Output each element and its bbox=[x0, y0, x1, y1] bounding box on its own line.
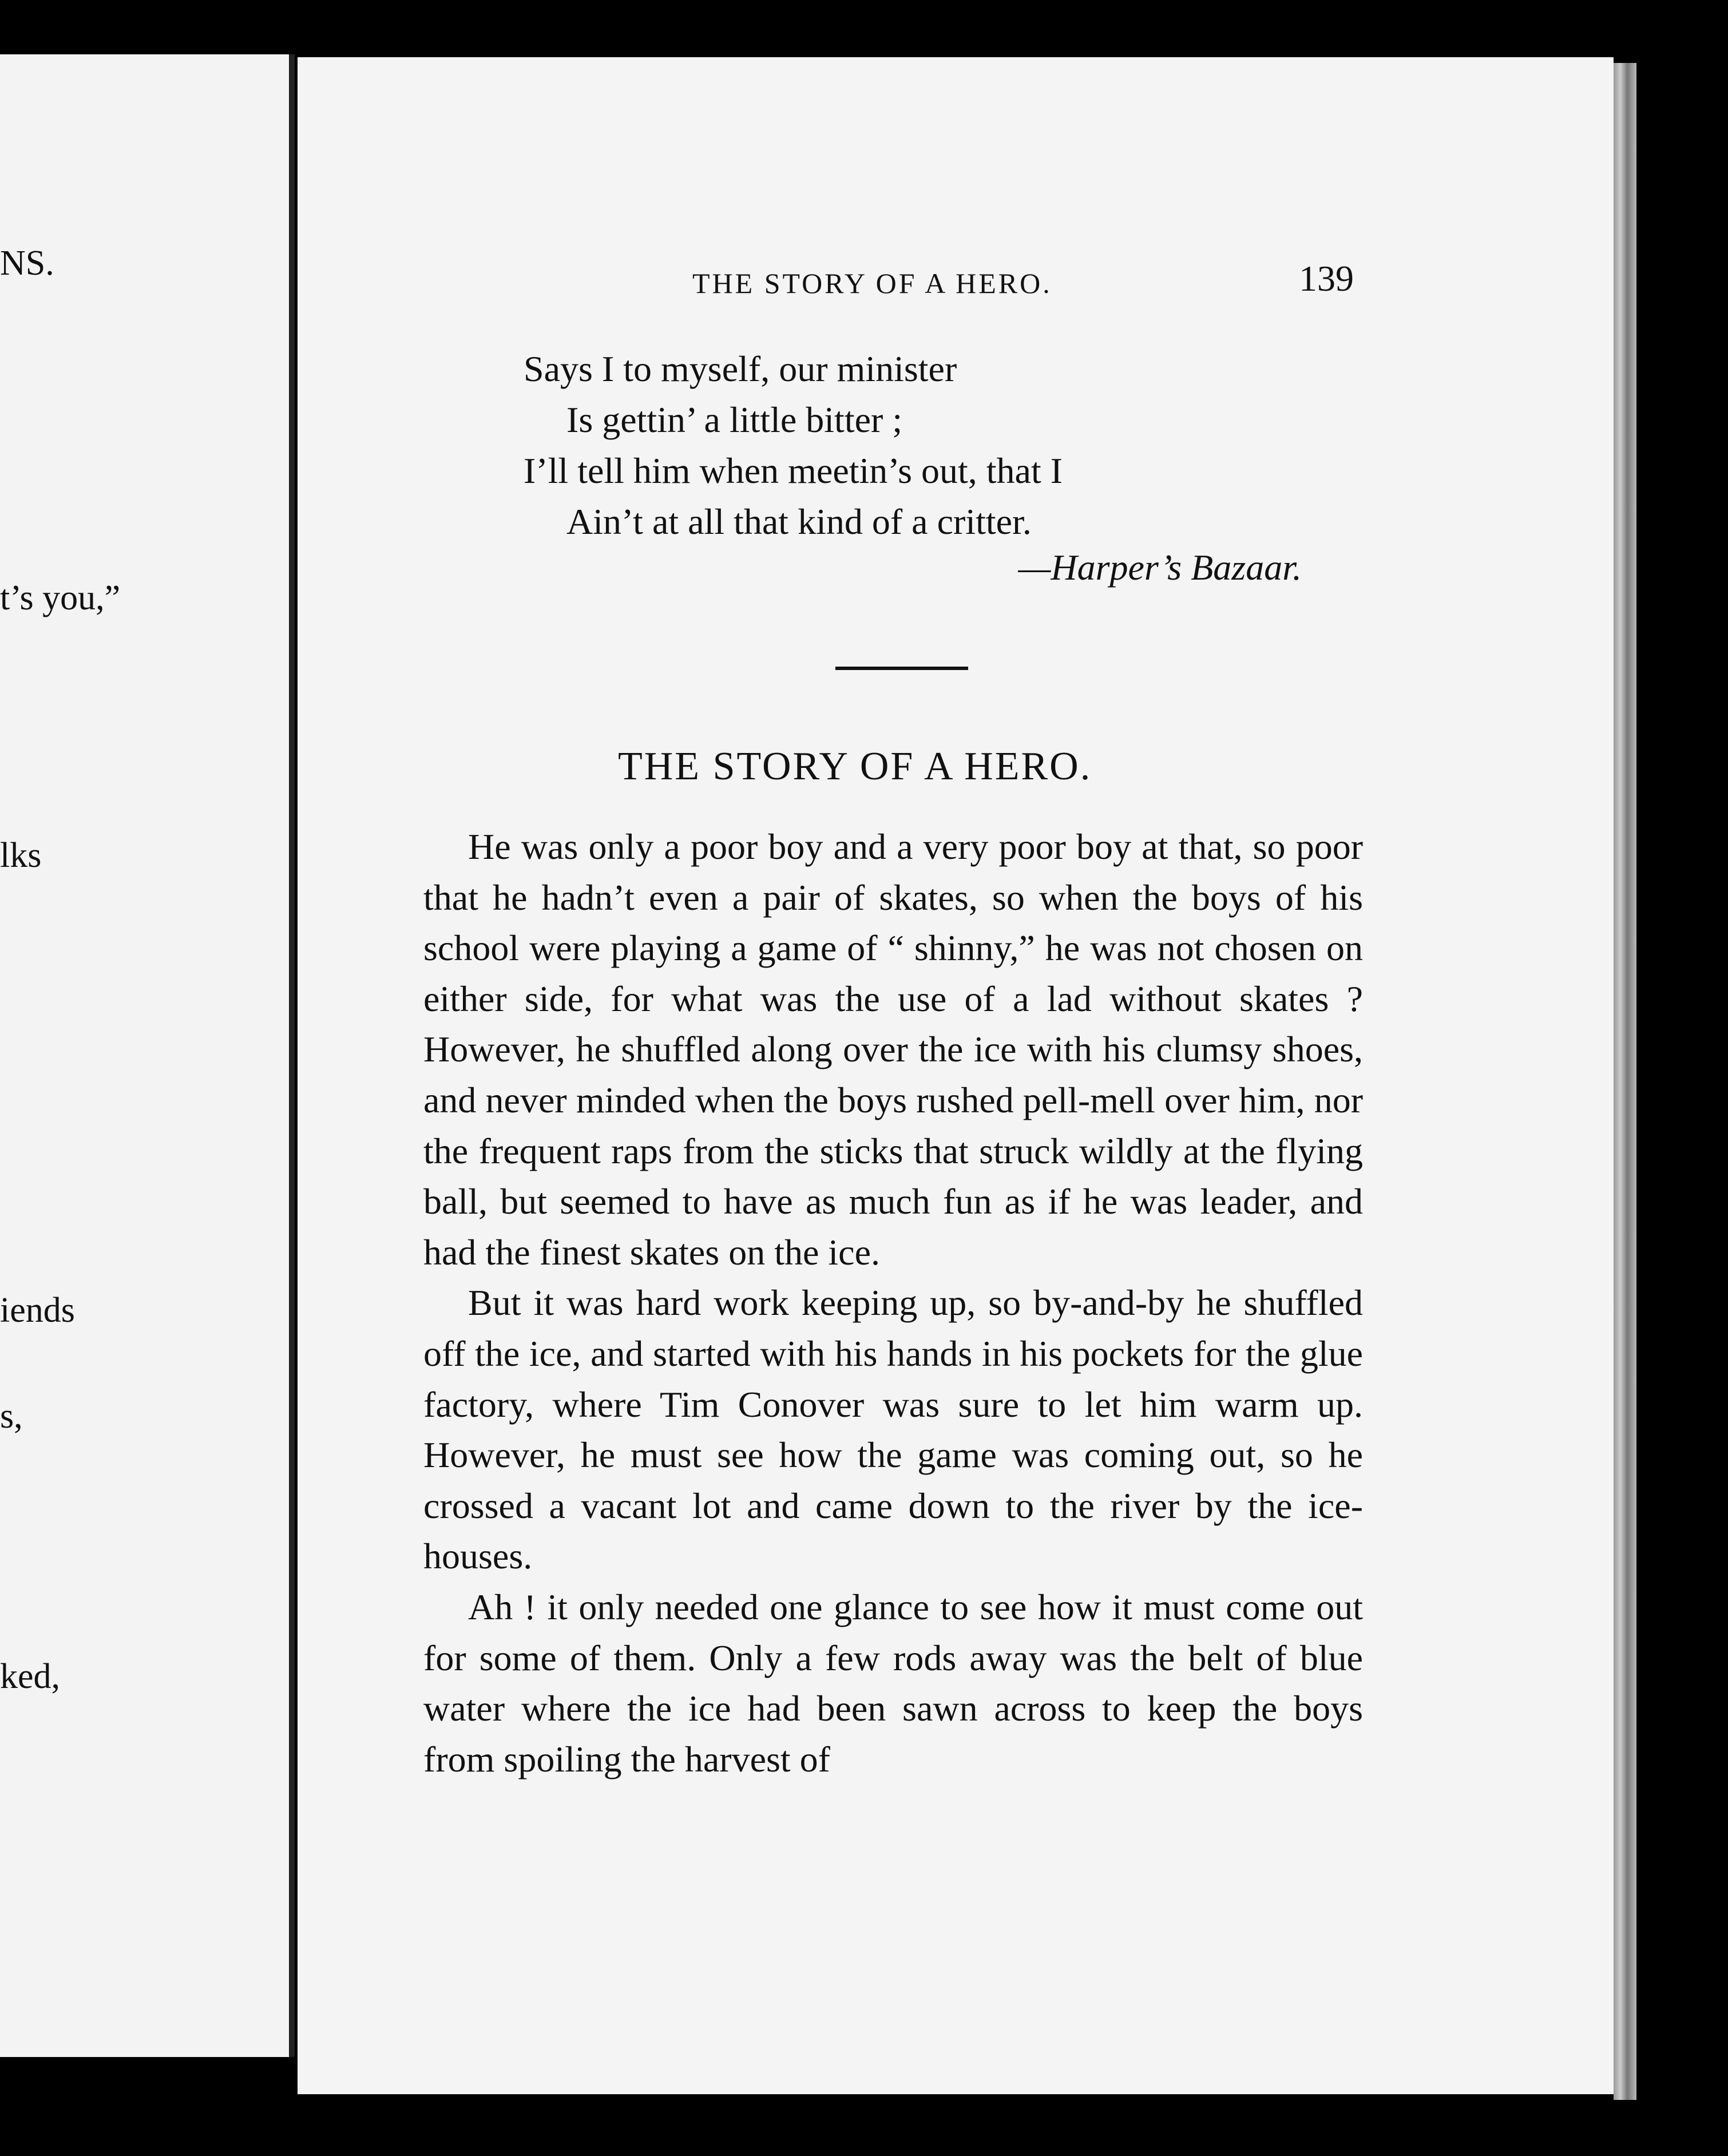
poem-line: Says I to myself, our minister bbox=[524, 348, 957, 389]
poem-attribution: —Harper’s Bazaar. bbox=[1018, 547, 1302, 588]
left-page-fragment: s, bbox=[0, 1397, 23, 1436]
page-number: 139 bbox=[1299, 258, 1354, 299]
story-title: THE STORY OF A HERO. bbox=[618, 744, 1092, 788]
paragraph: Ah ! it only needed one glance to see how it must come out for some of them. Only a few rods away was the belt of blue water where the ice had been sawn across to keep the boys from spoiling the harvest of bbox=[423, 1586, 1363, 1780]
poem-line: I’ll tell him when meetin’s out, that I bbox=[524, 450, 1063, 491]
running-head: THE STORY OF A HERO. bbox=[692, 267, 1052, 299]
left-page-fragment: ked, bbox=[0, 1657, 61, 1696]
left-page-fragment: iends bbox=[0, 1291, 75, 1330]
poem-line: Is gettin’ a little bitter ; bbox=[566, 399, 903, 440]
story-body bbox=[423, 822, 1363, 1785]
paragraph: He was only a poor boy and a very poor boy at that, so poor that he hadn’t even a pair of skates, so when the boys of his school were playing a game of “ shinny,” he was not chosen on either side, for what was the use of a lad without skates ? However, he shuffled along over the ice with his clumsy shoes, and never minded when the boys rushed pell-mell over him, nor the frequent raps from the sticks that struck wildly at the flying ball, but seemed to have as much fun as if he was leader, and had the finest skates on the ice. bbox=[423, 826, 1363, 1273]
left-page-fragment: t’s you,” bbox=[0, 578, 121, 617]
section-divider bbox=[835, 667, 968, 670]
left-page-fragment: lks bbox=[0, 836, 42, 875]
left-page-fragment: NS. bbox=[0, 244, 54, 283]
poem bbox=[524, 343, 1063, 547]
poem-line: Ain’t at all that kind of a critter. bbox=[566, 501, 1032, 542]
left-page bbox=[0, 54, 295, 2057]
page-edge bbox=[1614, 63, 1636, 2100]
paragraph: But it was hard work keeping up, so by-and-by he shuffled off the ice, and started with his hands in his pockets for the glue factory, where Tim Conover was sure to let him warm up. However, he must see how the game was coming out, so he crossed a vacant lot and came down to the river by the ice-houses. bbox=[423, 1282, 1363, 1577]
